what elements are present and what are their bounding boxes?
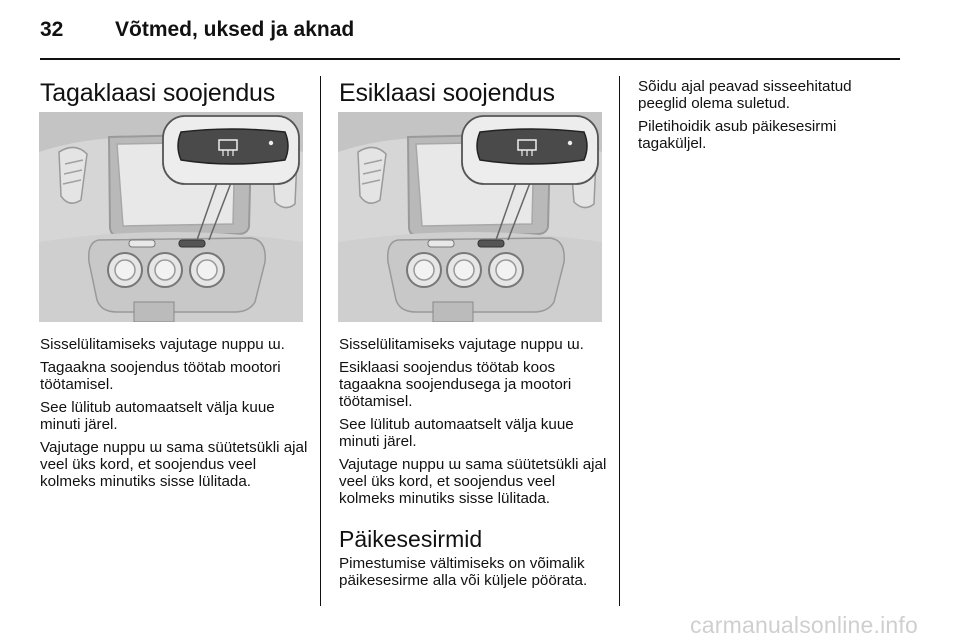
windscreen-heating-heading: Esiklaasi soojendus bbox=[339, 79, 555, 107]
windscreen-heating-illustration bbox=[338, 112, 602, 322]
rear-window-heating-section bbox=[40, 78, 312, 108]
windscreen-heating-instruction-3: See lülitub automaatselt välja kuue minuti järel. bbox=[339, 416, 574, 450]
windscreen-heating-section bbox=[339, 78, 611, 108]
windscreen-heating-instruction-2: Esiklaasi soojendus töötab koos tagaakna soojendusega ja mootori töötamisel. bbox=[339, 359, 572, 410]
rear-window-heater-icon: ɯ bbox=[149, 439, 163, 456]
rear-window-heating-text bbox=[40, 336, 315, 496]
sun-visors-continued bbox=[638, 78, 900, 158]
dashboard-illustration bbox=[39, 112, 303, 322]
rear-window-heater-icon: ɯ bbox=[566, 336, 580, 353]
rear-heating-instruction-2: Tagaakna soojendus töötab mootori töötamisel. bbox=[40, 359, 281, 393]
column-divider bbox=[619, 76, 620, 606]
rear-window-heater-icon: ɯ bbox=[448, 456, 462, 473]
rear-window-heating-heading: Tagaklaasi soojendus bbox=[40, 79, 276, 107]
rear-heating-instruction-3: See lülitub automaatselt välja kuue minuti järel. bbox=[40, 399, 275, 433]
watermark: carmanualsonline.info bbox=[690, 612, 918, 638]
page-number: 32 bbox=[40, 18, 64, 41]
sun-visors-text: Pimestumise vältimiseks on võimalik päikesesirme alla või küljele pöörata. bbox=[339, 555, 588, 589]
ticket-holder-note: Piletihoidik asub päikesesirmi tagaküljel. bbox=[638, 118, 837, 152]
windscreen-heating-instruction-4: Vajutage nuppu ɯ sama süütetsükli ajal veel üks kord, et soojendus veel kolmeks minutiks sisse lülitada. bbox=[339, 456, 607, 507]
chapter-title: Võtmed, uksed ja aknad bbox=[115, 18, 355, 41]
rear-window-heating-illustration bbox=[39, 112, 303, 322]
rear-heating-instruction-4: Vajutage nuppu ɯ sama süütetsükli ajal veel üks kord, et soojendus veel kolmeks minutiks sisse lülitada. bbox=[40, 439, 308, 490]
header-rule bbox=[40, 58, 900, 60]
rear-window-heater-icon: ɯ bbox=[267, 336, 281, 353]
windscreen-heating-instruction-1: Sisselülitamiseks vajutage nuppu ɯ. bbox=[339, 336, 584, 353]
mirrors-note: Sõidu ajal peavad sisseehitatud peeglid olema suletud. bbox=[638, 78, 852, 112]
rear-heating-instruction-1: Sisselülitamiseks vajutage nuppu ɯ. bbox=[40, 336, 285, 353]
windscreen-heating-text bbox=[339, 336, 615, 595]
column-divider bbox=[320, 76, 321, 606]
sun-visors-heading: Päikesesirmid bbox=[339, 526, 483, 552]
dashboard-illustration bbox=[338, 112, 602, 322]
